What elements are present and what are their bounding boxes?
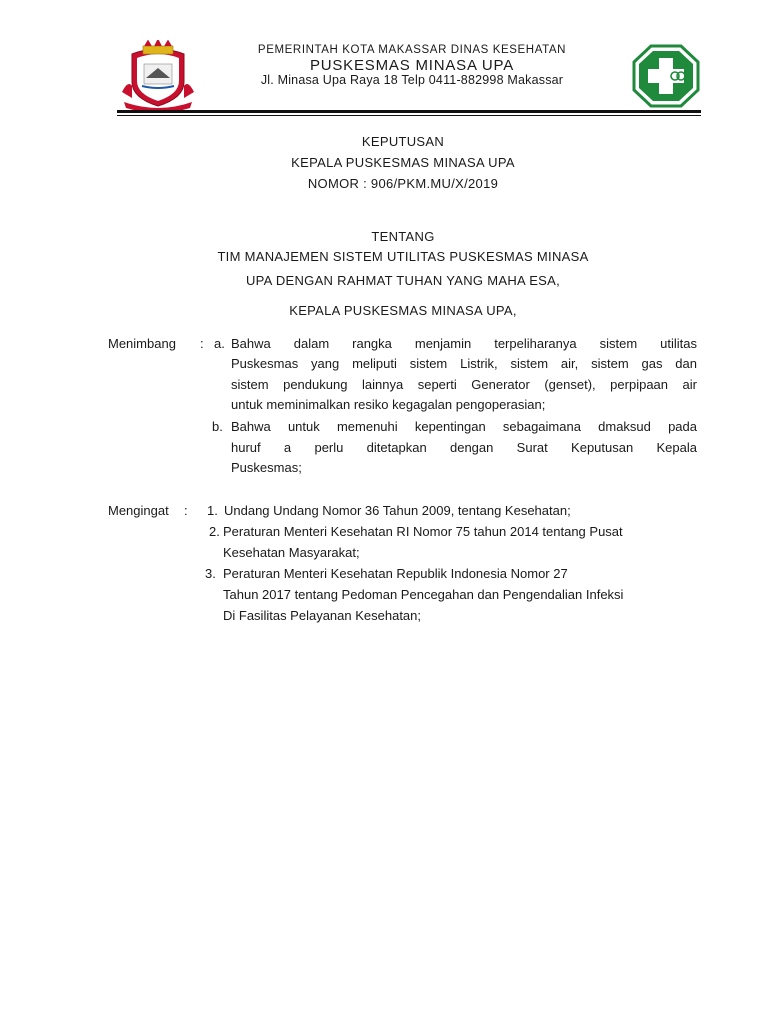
menimbang-a-line-3: sistem pendukung lainnya seperti Generator (genset), perpipaan air xyxy=(231,377,697,392)
menimbang-b-line-2: huruf a perlu ditetapkan dengan Surat Keputusan Kepala xyxy=(231,440,697,455)
letterhead-divider xyxy=(117,110,701,113)
decision-number: NOMOR : 906/PKM.MU/X/2019 xyxy=(307,176,499,191)
letterhead-divider-thin xyxy=(117,115,701,116)
mengingat-2-line-1: Peraturan Menteri Kesehatan RI Nomor 75 tahun 2014 tentang Pusat xyxy=(223,524,623,539)
mengingat-3-line-1: Peraturan Menteri Kesehatan Republik Indonesia Nomor 27 xyxy=(223,566,568,581)
menimbang-marker-a: a. xyxy=(214,336,225,351)
menimbang-a-line-4: untuk meminimalkan resiko kegagalan pengoperasian; xyxy=(231,397,546,412)
mengingat-3-line-2: Tahun 2017 tentang Pedoman Pencegahan dan Pengendalian Infeksi xyxy=(223,587,624,602)
decision-issuer: KEPALA PUSKESMAS MINASA UPA xyxy=(291,155,515,170)
mengingat-colon: : xyxy=(184,503,188,518)
mengingat-1-line-1: Undang Undang Nomor 36 Tahun 2009, tentang Kesehatan; xyxy=(224,503,571,518)
mengingat-marker-1: 1. xyxy=(207,503,218,518)
menimbang-marker-b: b. xyxy=(212,419,223,434)
decision-subject-line-2: UPA DENGAN RAHMAT TUHAN YANG MAHA ESA, xyxy=(245,273,561,288)
menimbang-colon: : xyxy=(200,336,204,351)
letterhead-institution: PUSKESMAS MINASA UPA xyxy=(309,57,515,74)
mengingat-3-line-3: Di Fasilitas Pelayanan Kesehatan; xyxy=(223,608,422,623)
tentang-label: TENTANG xyxy=(371,229,435,244)
menimbang-a-line-1: Bahwa dalam rangka menjamin terpeliharanya sistem utilitas xyxy=(231,336,697,351)
menimbang-a-line-2: Puskesmas yang meliputi sistem Listrik, sistem air, sistem gas dan xyxy=(231,356,697,371)
mengingat-marker-2: 2. xyxy=(209,524,220,539)
decision-subject-line-1: TIM MANAJEMEN SISTEM UTILITAS PUSKESMAS MINASA xyxy=(217,249,589,264)
puskesmas-cross-logo xyxy=(631,43,701,109)
decision-issuer-closing: KEPALA PUSKESMAS MINASA UPA, xyxy=(289,303,517,318)
decision-title: KEPUTUSAN xyxy=(361,134,445,149)
mengingat-2-line-2: Kesehatan Masyarakat; xyxy=(223,545,360,560)
menimbang-label: Menimbang xyxy=(108,336,176,351)
letterhead-address: Jl. Minasa Upa Raya 18 Telp 0411-882998 Makassar xyxy=(260,73,564,87)
mengingat-label: Mengingat xyxy=(108,503,169,518)
makassar-emblem-logo xyxy=(118,40,198,112)
mengingat-marker-3: 3. xyxy=(205,566,216,581)
letterhead-agency: PEMERINTAH KOTA MAKASSAR DINAS KESEHATAN xyxy=(257,44,567,56)
menimbang-b-line-3: Puskesmas; xyxy=(231,460,302,475)
menimbang-b-line-1: Bahwa untuk memenuhi kepentingan sebagaimana dmaksud pada xyxy=(231,419,697,434)
